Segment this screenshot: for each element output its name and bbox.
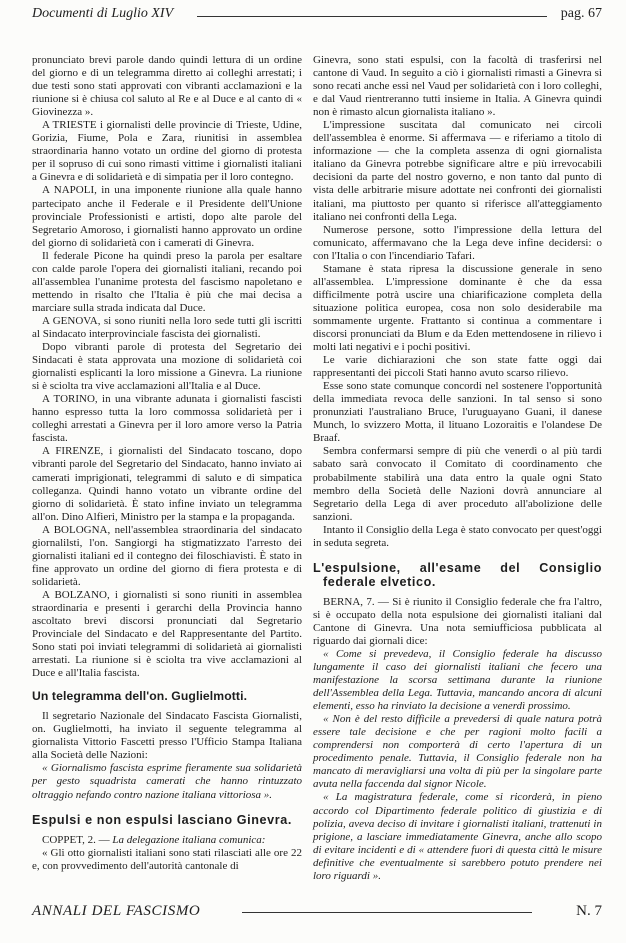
paragraph: [313, 445, 602, 523]
text-run: Numerose persone, sotto l'impressione della lettura del comunicato, affermavano che la Lega deve infine decidersi: o con l'Italia o con l'incendiario Tafari.: [313, 223, 602, 262]
text-run: Esse sono state comunque concordi nel sostenere l'opportunità della immediata revoca delle sanzioni. In tal senso si sono pronunziati l'australiano Bruce, l'uruguayano Guani, il danese Munch, lo svizzero Motta, il lituano Lozoraitis e l'olandese De Braaf.: [313, 380, 602, 445]
paragraph: [313, 119, 602, 223]
footer-rule: [242, 912, 532, 913]
text-run: A BOLZANO, i giornalisti si sono riuniti in assemblea straordinaria e presenti i gerarchi della Provincia hanno ascoltato brevi discorsi pronunciati dal Segretario Provinciale del Sindacato e del Rappresentante del Partito. Sono stati poi inviati telegrammi di solidarietà ai giornalisti arrestati. La riunione si è sciolta tra vive acclamazioni al Duce e all'Italia fascista.: [32, 588, 302, 680]
text-run: Stamane è stata ripresa la discussione generale in seno all'assemblea. L'impressione dominante è che da essa difficilmente potrà uscire una chiarificazione completa della situazione politica europea, cosa non solo desiderabile ma sommamente urgente. Frattanto si continua a commentare i discorsi pronunciati da Blum e da Eden mettendosene in rilievo i molti lati negativi e i pochi positivi.: [313, 262, 602, 354]
paragraph: [313, 54, 602, 119]
text-run: A TRIESTE i giornalisti delle provincie di Trieste, Udine, Gorizia, Fiume, Pola e Zara, riunitisi in assemblea straordinaria hanno votato un ordine del giorno di protesta per il sopruso di cui sono rimasti vittime i giornalisti italiani a Ginevra e di solidarietà e di simpatia per il loro contegno.: [32, 119, 302, 184]
text-run: « Come si prevedeva, il Consiglio federale ha discusso lungamente il caso dei giornalisti italiani che fecero una manifestazione la scorsa settimana durante la riunione dell'Assemblea della Lega. Tuttavia, mancando ancora di alcuni elementi, esso ha rinviato la decisione a venerdì prossimo.: [313, 647, 602, 713]
quoted-paragraph: [313, 791, 602, 882]
text-run: A FIRENZE, i giornalisti del Sindacato toscano, dopo vibranti parole del Segretario del Sindacato, hanno inviato ai camerati imprigionati, telegrammi di saluto e di simpatica colleganza. Quindi hanno votato un vibrante ordine del giorno di solidarietà. È stato infine inviato un telegramma all'on. Dino Alfieri, Ministro per la stampa e la propaganda.: [32, 445, 302, 523]
paragraph: [32, 393, 302, 445]
text-run: L'impressione suscitata dal comunicato nei circoli dell'assemblea è enorme. Si affermava — e riferiamo a titolo di informazione — che la completa assenza di ogni giornalista italiano da Ginevra potrebbe significare altre e più irrevocabili decisioni da parte del nostro governo, e non tanto dal punto di vista delle arbitrarie misure adottate nei confronti dei giornalisti italiani, ma piuttosto per quanto si riferisce all'atteggiamento italiano nei confronti della Lega.: [313, 119, 602, 223]
right-column: [313, 54, 602, 883]
left-column: [32, 54, 302, 873]
text-run: A TORINO, in una vibrante adunata i giornalisti fascisti hanno espresso tutta la loro commossa solidarietà per i colleghi arrestati a Ginevra per il loro amore verso la Patria fascista.: [32, 393, 302, 445]
paragraph: [32, 54, 302, 119]
paragraph: [313, 596, 602, 648]
paragraph: [32, 119, 302, 184]
text-run: « Giornalismo fascista esprime fieramente sua solidarietà per gesto squadrista camerati che hanno rintuzzato oltraggio nefando contro nazione italiana vittoriosa ».: [32, 762, 302, 801]
quoted-paragraph: [313, 713, 602, 791]
page-number: pag. 67: [560, 6, 602, 21]
section-heading: Espulsi e non espulsi lasciano Ginevra.: [32, 812, 292, 827]
paragraph: [32, 445, 302, 523]
quoted-paragraph: [32, 762, 302, 801]
paragraph: [313, 380, 602, 445]
text-run: Il federale Picone ha quindi preso la parola per esaltare con calde parole l'opera dei giornalisti italiani, recando poi all'assemblea l'unanime protesta del fascismo napoletano e mettendo in risalto che l'Italia è più che mai decisa a marciare sulla strada indicata dal Duce.: [32, 249, 302, 314]
text-columns: [32, 54, 602, 883]
paragraph: [313, 224, 602, 263]
header-rule: [197, 16, 547, 17]
text-run: A GENOVA, si sono riuniti nella loro sede tutti gli iscritti al Sindacato interprovinciale fascista dei giornalisti.: [32, 314, 302, 340]
text-run: Le varie dichiarazioni che son state fatte oggi dai rappresentanti dei piccoli Stati hanno avuto scarso rilievo.: [313, 354, 602, 380]
paragraph: [32, 847, 302, 873]
text-run: « Gli otto giornalisti italiani sono stati rilasciati alle ore 22 e, con provvedimento dell'autorità cantonale di: [32, 846, 302, 872]
text-run: Ginevra, sono stati espulsi, con la facoltà di trasferirsi nel cantone di Vaud. In seguito a ciò i giornalisti rimasti a Ginevra si sono recati anche essi nel Vaud per solidarietà con i loro colleghi, e dal Vaud rientreranno tutti insieme in Italia. A Ginevra quindi non è rimasto alcun giornalista italiano ».: [313, 54, 602, 119]
text-run: « La magistratura federale, come si ricorderà, in pieno accordo col Dipartimento federale politico di giustizia e di polizia, aveva deciso di invitare i giornalisti italiani, trattenuti in prigione, a lasciare immediatamente Ginevra, anche allo scopo di evitare incidenti e di « attendere fuori di questa città le misure definitive che eventualmente si sarebbero potuto prendere nei loro riguardi ».: [313, 791, 602, 882]
running-header: [32, 4, 602, 24]
section-heading: Un telegramma dell'on. Guglielmotti.: [32, 689, 248, 704]
paragraph: [32, 315, 302, 341]
quoted-paragraph: [313, 648, 602, 713]
text-run: Sembra confermarsi sempre di più che venerdì o al più tardi sabato sarà convocato il Comitato di coordinamento che probabilmente stabilirà una data entro la quale ogni Stato membro della Società delle Nazioni dovrà annunciare al Segretario della Lega di aver proceduto all'abolizione delle sanzioni.: [313, 445, 602, 523]
section-heading: L'espulsione, all'esame del Consiglio federale elvetico.: [313, 560, 602, 589]
text-run: A BOLOGNA, nell'assemblea straordinaria del sindacato giornalilsti, l'on. Sangiorgi ha stigmatizzato l'arresto dei giornalisti italiani ed il contegno dei filoschiavisti. È stato in fine approvato un ordine del giorno di fiera protesta e di solidarietà.: [32, 523, 302, 588]
issue-number: N. 7: [576, 903, 602, 920]
paragraph: [32, 524, 302, 589]
text-run: BERNA, 7. — Si è riunito il Consiglio federale che fra l'altro, si è occupato della nota espulsione dei giornalisti italiani dal Cantone di Ginevra. Una nota semiufficiosa pubblicata al riguardo dai giornali dice:: [313, 595, 602, 647]
paragraph: [32, 341, 302, 393]
paragraph: [32, 184, 302, 249]
journal-title: ANNALI DEL FASCISMO: [32, 903, 201, 920]
paragraph: [32, 710, 302, 762]
paragraph: [32, 250, 302, 315]
running-title: Documenti di Luglio XIV: [32, 6, 174, 21]
text-run: COPPET, 2. —: [42, 833, 113, 846]
text-run: Intanto il Consiglio della Lega è stato convocato per quest'oggi in seduta segreta.: [313, 523, 602, 549]
text-run: « Non è del resto difficile a prevedersi di quale natura potrà essere tale decisione e che per ragioni molto facili a comprendersi non comporterà di certo l'apertura di un procedimento penale. Tuttavia, il Consiglio federale non ha mancato di meravigliarsi una volta di più per la singolare parte avuta nella faccenda dal signor Nicole.: [313, 713, 602, 791]
paragraph: [32, 834, 302, 847]
paragraph: [313, 354, 602, 380]
text-run: Il segretario Nazionale del Sindacato Fascista Giornalisti, on. Guglielmotti, ha inviato il seguente telegramma al giornalista Vittorio Fascetti presso l'Ufficio Stampa Italiana alla Società delle Nazioni:: [32, 710, 302, 762]
paragraph: [313, 524, 602, 550]
paragraph: [32, 589, 302, 680]
text-run: pronunciato brevi parole dando quindi lettura di un ordine del giorno e di un telegramma diretto ai colleghi arrestati; i due testi sono stati approvati con vibranti acclamazioni e la riunione si è chiusa col saluto al Re e al Duce e al canto di « Giovinezza ».: [32, 54, 302, 119]
text-run: A NAPOLI, in una imponente riunione alla quale hanno partecipato anche il Federale e il Presidente dell'Unione provinciale Professionisti e artisti, dopo alte parole del Segretario Amoroso, i giornalisti hanno approvato un ordine del giorno di solidarietà con i camerati di Ginevra.: [32, 184, 302, 249]
text-run: Dopo vibranti parole di protesta del Segretario dei Sindacati è stata approvata una mozione di solidarietà coi giornalisti esplicanti la loro missione a Ginevra. La riunione si è sciolta tra vive acclamazioni all'Italia e al Duce.: [32, 341, 302, 393]
italic-text: La delegazione italiana comunica:: [112, 833, 266, 846]
running-footer: [32, 901, 602, 923]
paragraph: [313, 263, 602, 354]
